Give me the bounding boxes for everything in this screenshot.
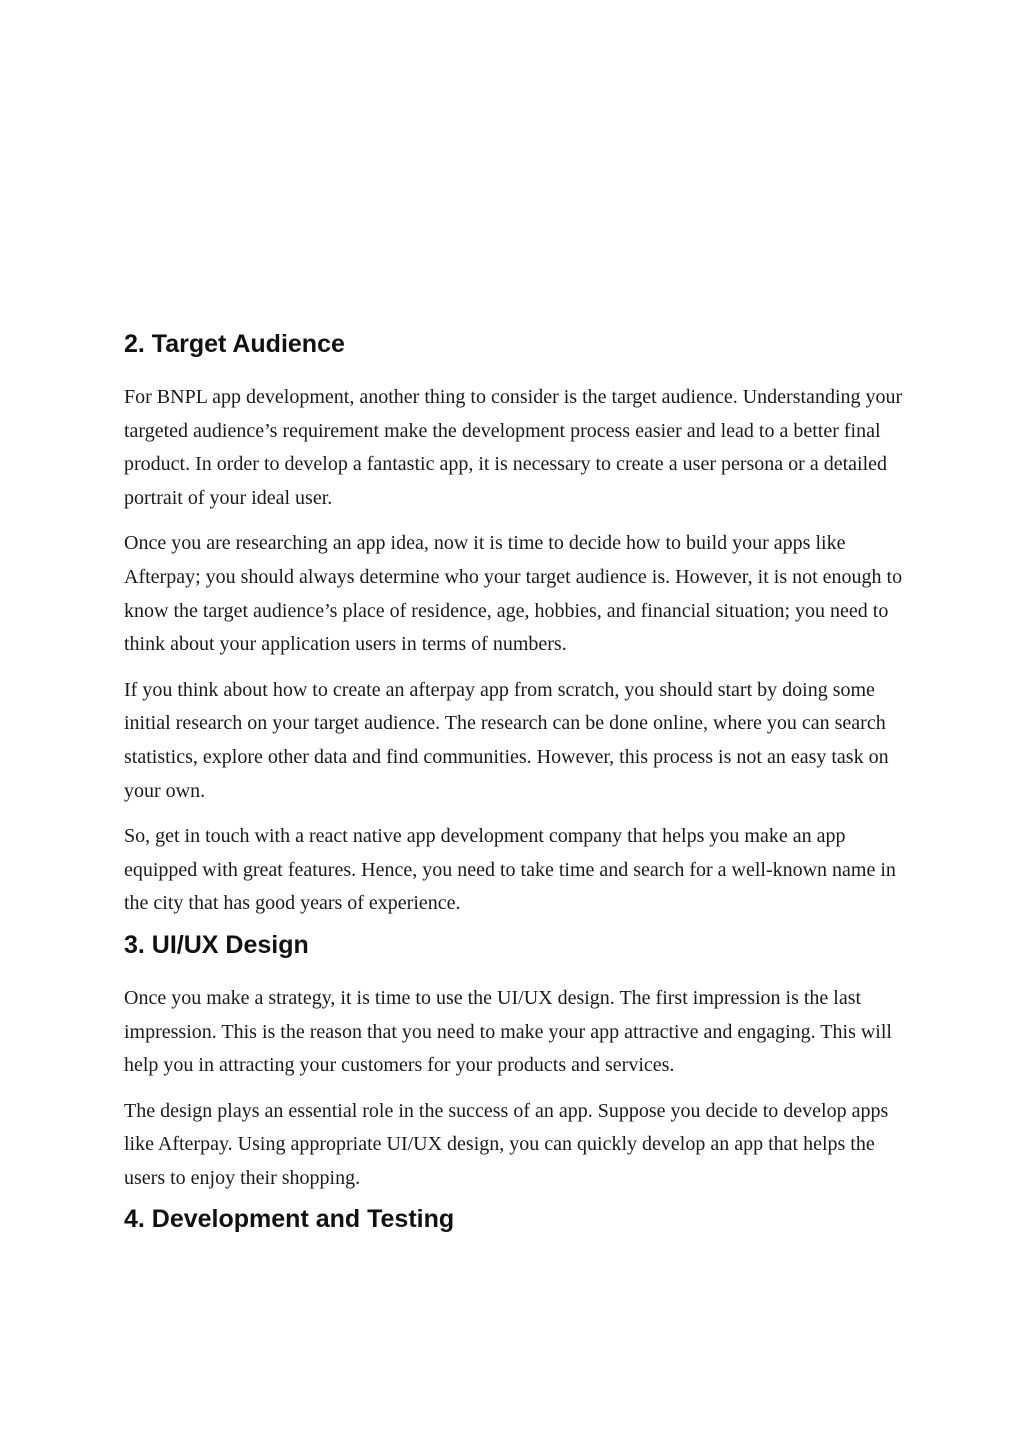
paragraph: The design plays an essential role in the success of an app. Suppose you decide to develop apps like Afterpay. Using appropriate UI/UX design, you can quickly develop an app that helps the users to enjoy their shopping. — [124, 1099, 889, 1189]
section-heading-ui-ux-design: 3. UI/UX Design — [124, 930, 309, 959]
paragraph: So, get in touch with a react native app development company that helps you make an app equipped with great features. Hence, you need to take time and search for a well-known name in the city that has good years of experience. — [124, 825, 896, 915]
paragraph: Once you make a strategy, it is time to use the UI/UX design. The first impression is the last impression. This is the reason that you need to make your app attractive and engaging. This will help you in attracting your customers for your products and services. — [124, 986, 892, 1077]
paragraph: For BNPL app development, another thing to consider is the target audience. Understanding your targeted audience’s requirement make the development process easier and lead to a better final product. In order to develop a fantastic app, it is necessary to create a user persona or a detailed portrait of your ideal user. — [124, 386, 903, 509]
paragraph: Once you are researching an app idea, now it is time to decide how to build your apps like Afterpay; you should always determine who your target audience is. However, it is not enough to know the target audience’s place of residence, age, hobbies, and financial situation; you need to think about your application users in terms of numbers. — [124, 532, 903, 656]
document-body — [124, 327, 909, 1236]
section-heading-development-testing: 4. Development and Testing — [124, 1205, 455, 1234]
paragraph: If you think about how to create an afterpay app from scratch, you should start by doing some initial research on your target audience. The research can be done online, where you can search statistics, explore other data and find communities. However, this process is not an easy task on your own. — [124, 678, 889, 802]
section-heading-target-audience: 2. Target Audience — [124, 330, 345, 358]
